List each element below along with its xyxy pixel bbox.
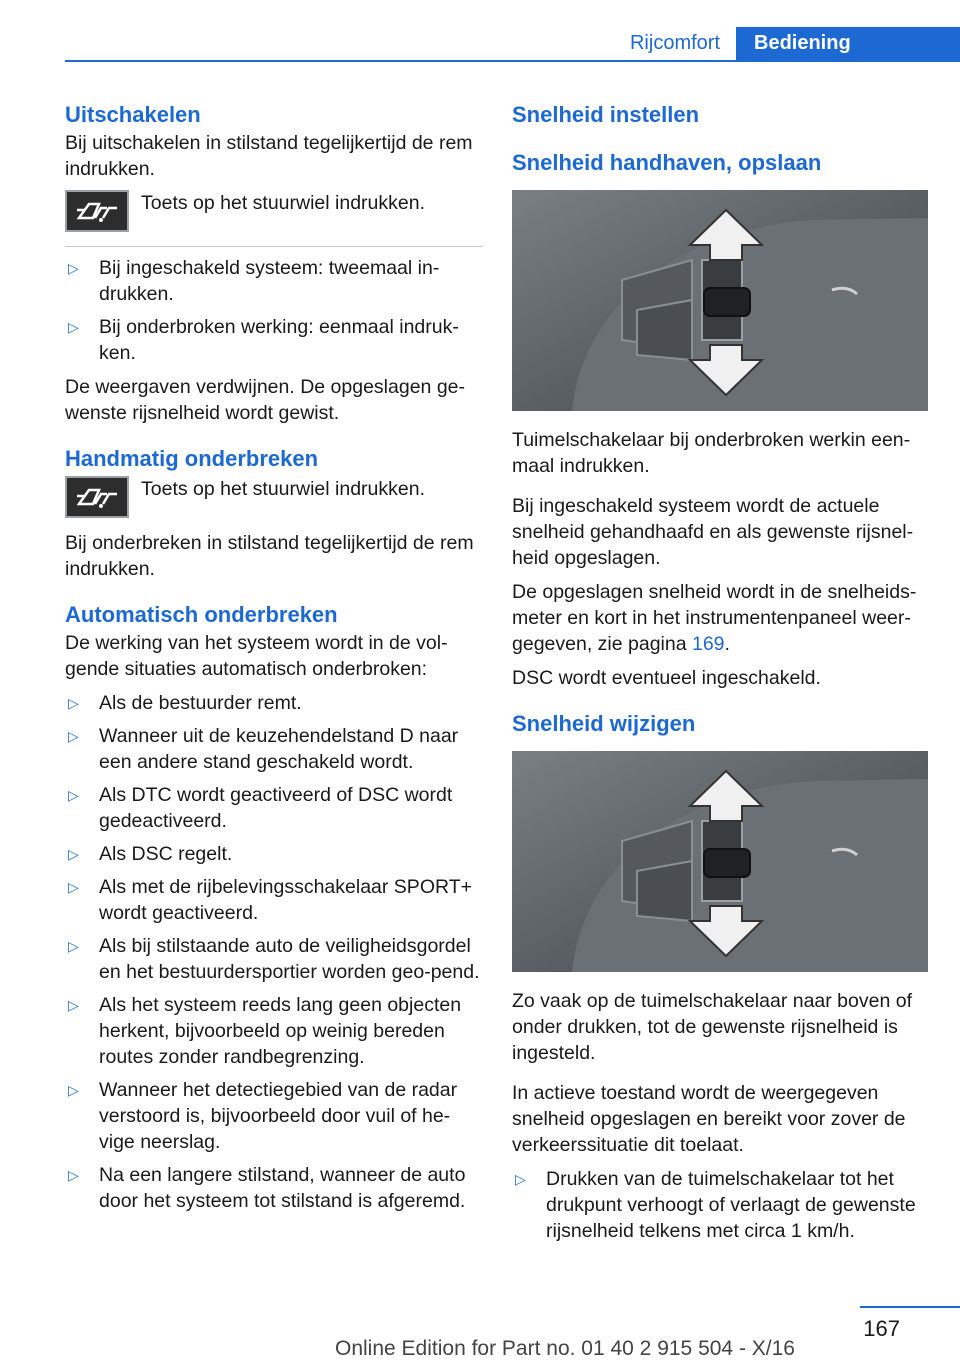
list-item: ▷ Drukken van de tuimelschakelaar tot het drukpunt verhoogt of verlaagt de gewenste rijsnelheid telkens met circa 1 km/h. <box>515 1168 916 1242</box>
right-column <box>512 100 928 1251</box>
triangle-bullet-icon: ▷ <box>68 319 79 335</box>
handhaven-p1: Bij ingeschakeld systeem wordt de actuele snelheid gehandhaafd en als gewenste rijsnel‐heid opgeslagen. <box>512 495 914 569</box>
automatisch-text: De werking van het systeem wordt in de vol‐gende situaties automatisch onderbroken: <box>65 632 448 680</box>
triangle-bullet-icon: ▷ <box>68 846 79 862</box>
footer-rule <box>860 1306 960 1308</box>
left-column <box>65 100 483 1221</box>
uitschakelen-bullets <box>65 255 483 366</box>
handmatig-text: Bij onderbreken in stilstand tegelijkertijd de rem indrukken. <box>65 532 474 580</box>
toets-text: Toets op het stuurwiel indrukken. <box>141 192 425 214</box>
triangle-bullet-icon: ▷ <box>68 1082 79 1098</box>
handhaven-p3: DSC wordt eventueel ingeschakeld. <box>512 667 821 689</box>
triangle-bullet-icon: ▷ <box>515 1171 526 1187</box>
list-item: ▷ Als de bestuurder remt. <box>68 692 302 714</box>
handhaven-caption: Tuimelschakelaar bij onderbroken werkin een‐maal indrukken. <box>512 429 911 477</box>
handhaven-p2: De opgeslagen snelheid wordt in de snelheids‐meter en kort in het instrumentenpaneel weer‐gegeven, zie pagina 169. <box>512 581 917 655</box>
header-tab-rijcomfort[interactable]: Rijcomfort <box>629 32 720 54</box>
triangle-bullet-icon: ▷ <box>68 938 79 954</box>
automatisch-bullets <box>65 690 483 1214</box>
heading-automatisch: Automatisch onderbreken <box>65 602 338 627</box>
list-item: ▷ Bij onderbroken werking: eenmaal indruk‐ken. <box>68 316 459 364</box>
header-tab-bediening[interactable]: Bediening <box>736 27 960 62</box>
weergaven-text: De weergaven verdwijnen. De opgeslagen ge‐wenste rijsnelheid wordt gewist. <box>65 376 465 424</box>
list-item: ▷ Wanneer uit de keuzehendelstand D naar een andere stand geschakeld wordt. <box>68 725 459 773</box>
edition-footer: Online Edition for Part no. 01 40 2 915 504 - X/16 <box>335 1337 795 1360</box>
heading-instellen: Snelheid instellen <box>512 102 700 127</box>
triangle-bullet-icon: ▷ <box>68 879 79 895</box>
uitschakelen-text: Bij uitschakelen in stilstand tegelijkertijd de rem indrukken. <box>65 132 473 180</box>
wijzigen-bullets <box>512 1166 928 1244</box>
page-link-169[interactable]: 169 <box>691 633 725 655</box>
divider <box>65 246 483 247</box>
header-rule <box>65 60 960 62</box>
list-item: ▷ Als bij stilstaande auto de veiligheidsgordel en het bestuurdersportier worden geo‐pend. <box>68 935 480 983</box>
triangle-bullet-icon: ▷ <box>68 1167 79 1183</box>
list-item: ▷ Wanneer het detectiegebied van de radar verstoord is, bijvoorbeeld door vuil of he‐vige neerslag. <box>68 1079 458 1153</box>
triangle-bullet-icon: ▷ <box>68 260 79 276</box>
icon-row-uitschakelen <box>65 190 483 232</box>
heading-wijzigen: Snelheid wijzigen <box>512 711 696 736</box>
handmatig-toets-text: Toets op het stuurwiel indrukken. <box>141 478 425 500</box>
list-item: ▷ Als DTC wordt geactiveerd of DSC wordt gedeactiveerd. <box>68 784 453 832</box>
page-number: 167 <box>863 1316 900 1341</box>
heading-uitschakelen: Uitschakelen <box>65 102 201 127</box>
list-item: ▷ Bij ingeschakeld systeem: tweemaal in‐drukken. <box>68 257 440 305</box>
list-item: ▷ Als met de rijbelevingsschakelaar SPORT+ wordt geactiveerd. <box>68 876 473 924</box>
triangle-bullet-icon: ▷ <box>68 997 79 1013</box>
list-item: ▷ Als DSC regelt. <box>68 843 233 865</box>
heading-handmatig: Handmatig onderbreken <box>65 446 319 471</box>
wijzigen-p1: In actieve toestand wordt de weergegeven snelheid opgeslagen en bereikt voor zover de verkeerssituatie dit toelaat. <box>512 1082 906 1156</box>
triangle-bullet-icon: ▷ <box>68 787 79 803</box>
wijzigen-caption: Zo vaak op de tuimelschakelaar naar boven of onder drukken, tot de gewenste rijsnelheid is ingesteld. <box>512 990 912 1064</box>
list-item: ▷ Als het systeem reeds lang geen objecten herkent, bijvoorbeeld op weinig bereden routes zonder randbegrenzing. <box>68 994 462 1068</box>
steering-wheel-switch-photo <box>512 751 928 972</box>
steering-wheel-switch-photo <box>512 190 928 411</box>
steering-assist-icon <box>65 190 129 232</box>
steering-assist-icon <box>65 476 129 518</box>
icon-row-handmatig <box>65 476 483 518</box>
heading-handhaven: Snelheid handhaven, opslaan <box>512 150 822 175</box>
list-item: ▷ Na een langere stilstand, wanneer de auto door het systeem tot stilstand is afgeremd. <box>68 1164 466 1212</box>
triangle-bullet-icon: ▷ <box>68 728 79 744</box>
triangle-bullet-icon: ▷ <box>68 695 79 711</box>
